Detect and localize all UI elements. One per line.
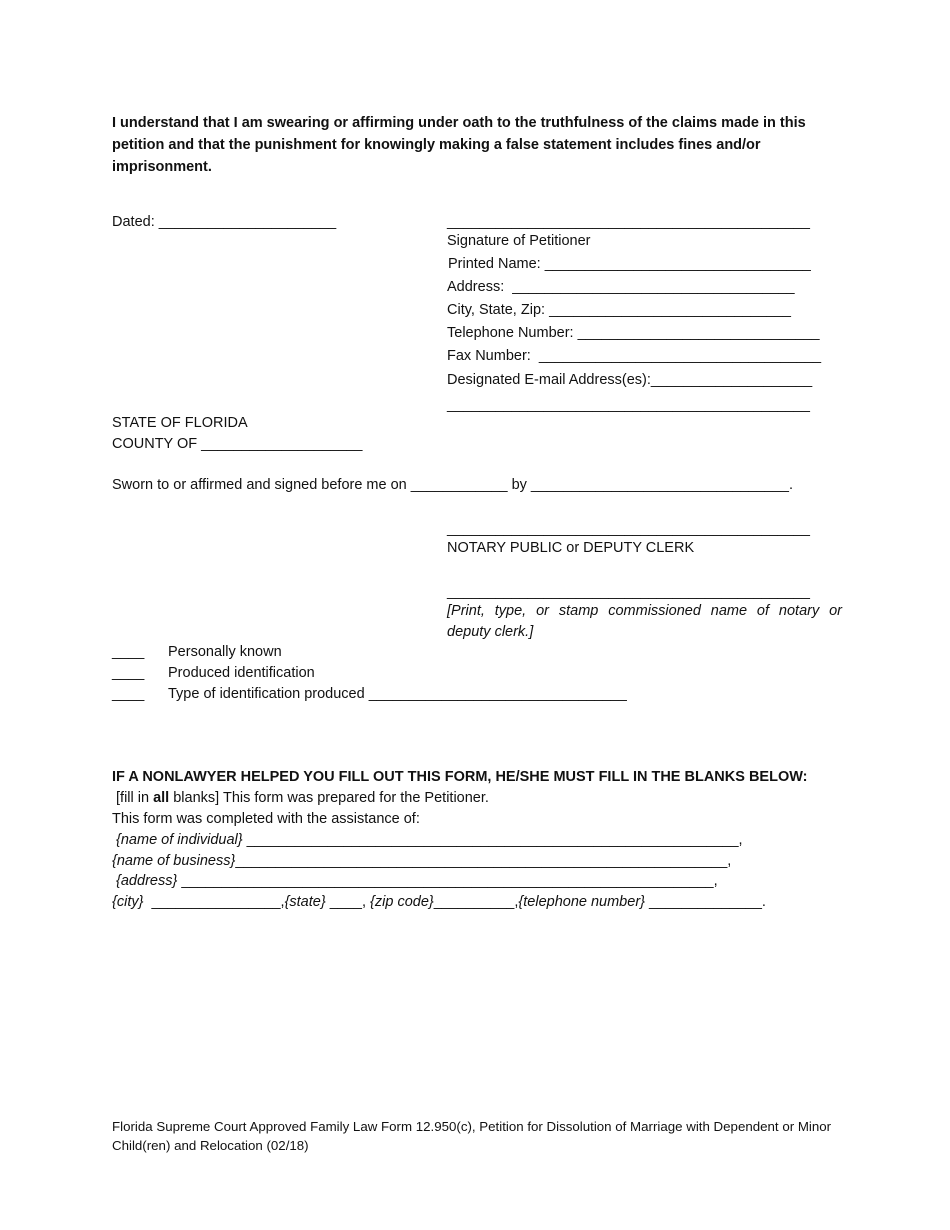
zip-blank[interactable]: __________, (433, 894, 519, 910)
printed-name-field[interactable]: Printed Name: _________________________________ (448, 256, 811, 272)
state-code-blank[interactable]: ____, (325, 894, 371, 910)
city-label: {city} (112, 894, 144, 910)
id-personally-known-blank[interactable]: ____ (112, 644, 145, 660)
notary-label: NOTARY PUBLIC or DEPUTY CLERK (447, 540, 695, 556)
city-row[interactable] (112, 894, 766, 911)
fill-instruction-bold: all (153, 790, 170, 806)
oath-statement: I understand that I am swearing or affirming under oath to the truthfulness of the claims made in this petition and that the punishment for knowingly making a false statement includes fines and/or imprisonment. (112, 115, 806, 175)
id-personally-known-label: Personally known (168, 644, 282, 660)
zip-label: {zip code} (370, 894, 434, 910)
fill-instruction-pre: [fill in (112, 790, 154, 806)
fax-field[interactable]: Fax Number: ___________________________________ (447, 348, 822, 364)
id-produced-blank[interactable]: ____ (112, 665, 145, 681)
assistance-label: This form was completed with the assistance of: (112, 811, 420, 827)
individual-blank[interactable]: _____________________________________________________________, (242, 832, 743, 848)
address-row[interactable] (112, 873, 718, 890)
signature-label: Signature of Petitioner (447, 233, 591, 249)
business-row[interactable] (112, 853, 731, 870)
state-label: STATE OF FLORIDA (112, 415, 248, 431)
email-field[interactable]: Designated E-mail Address(es):____________________ (447, 372, 813, 388)
notary-note: [Print, type, or stamp commissioned name of notary or deputy clerk.] (447, 603, 842, 640)
id-produced-label: Produced identification (168, 665, 315, 681)
city-state-zip-field[interactable]: City, State, Zip: ______________________________ (447, 302, 791, 318)
individual-label: {name of individual} (112, 832, 243, 848)
fill-instruction-post: blanks] This form was prepared for the Petitioner. (169, 790, 489, 806)
email-field-line2[interactable]: _____________________________________________ (447, 397, 810, 413)
county-field[interactable]: COUNTY OF ____________________ (112, 436, 363, 452)
id-type-field[interactable]: Type of identification produced ________________________________ (168, 686, 627, 702)
notary-name-line[interactable]: _____________________________________________ (447, 584, 810, 600)
id-type-blank[interactable]: ____ (112, 686, 145, 702)
sworn-statement[interactable]: Sworn to or affirmed and signed before me on ____________ by ________________________________. (112, 477, 793, 493)
notary-signature-line[interactable]: _____________________________________________ (447, 521, 810, 537)
individual-row[interactable] (112, 832, 743, 849)
state-code-label: {state} (284, 894, 326, 910)
city-blank[interactable]: ________________, (143, 894, 285, 910)
business-blank[interactable]: _____________________________________________________________, (235, 853, 732, 869)
nonlawyer-heading: IF A NONLAWYER HELPED YOU FILL OUT THIS FORM, HE/SHE MUST FILL IN THE BLANKS BELOW: (112, 769, 808, 785)
business-label: {name of business} (112, 853, 236, 869)
nonlawyer-address-blank[interactable]: __________________________________________________________________, (177, 873, 718, 889)
telephone-blank[interactable]: ______________. (644, 894, 766, 910)
telephone-field[interactable]: Telephone Number: ______________________________ (447, 325, 820, 341)
address-field[interactable]: Address: ___________________________________ (447, 279, 795, 295)
fill-instruction (112, 790, 489, 807)
telephone-label: {telephone number} (518, 894, 645, 910)
nonlawyer-address-label: {address} (112, 873, 178, 889)
signature-line[interactable]: _____________________________________________ (447, 214, 810, 230)
form-footer: Florida Supreme Court Approved Family Law Form 12.950(c), Petition for Dissolution of Marriage with Dependent or Minor Child(ren) and Relocation (02/18) (112, 1119, 832, 1153)
dated-field[interactable]: Dated: ______________________ (112, 214, 337, 230)
